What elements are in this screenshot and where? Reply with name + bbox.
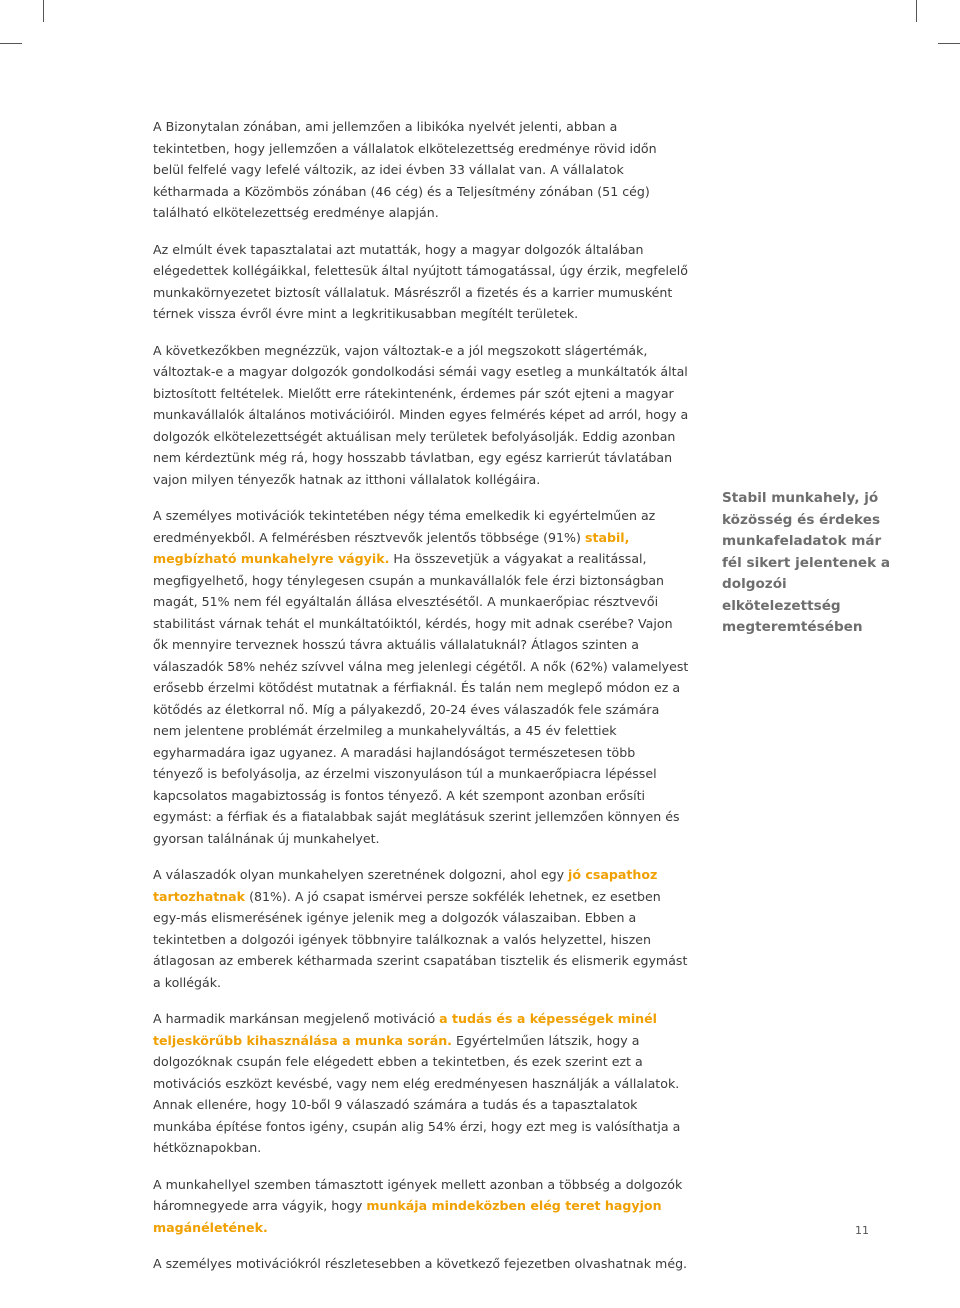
paragraph: A Bizonytalan zónában, ami jellemzően a libikóka nyelvét jelenti, abban a tekintetben, hogy jellemzően a vállalatok elkötelezettség eredménye rövid időn belül felfelé vagy lefelé változik, az idei évben 33 vállalat van. A vállalatok kétharmada a Közömbös zónában (46 cég) és a Teljesítmény zónában (51 cég) található elkötelezettség eredménye alapján.	[153, 119, 657, 220]
crop-mark	[938, 43, 960, 44]
paragraph: A személyes motivációkról részletesebben a következő fejezetben olvashatnak még.	[153, 1256, 688, 1271]
paragraph: A harmadik markánsan megjelenő motiváció a tudás és a képességek minél teljeskörűbb kihasználása a munka során. Egyértelműen látszik, hogy a dolgozóknak csupán fele elégedett ebben a tekintetben, és ezek szerint ezt a motivációs eszközt kevésbé, vagy nem elég eredményesen használják a vállalatok. Annak ellenére, hogy 10-ből 9 válaszadó számára a tudás és a tapasztalatok munkába építése fontos igény, csupán alig 54% érzi, hogy ezt meg is valósíthatja a hétköznapokban.	[153, 1011, 681, 1155]
highlight-text: jó csapathoz tartozhatnak	[153, 867, 658, 904]
page-number: 11	[855, 1224, 869, 1237]
paragraph: A munkahellyel szemben támasztott igények mellett azonban a többség a dolgozók háromnegyede arra vágyik, hogy munkája mindeközben elég teret hagyjon magánéletének.	[153, 1176, 683, 1235]
crop-mark	[43, 0, 44, 22]
paragraph: A válaszadók olyan munkahelyen szeretnének dolgozni, ahol egy jó csapathoz tartozhatnak (81%). A jó csapat ismérvei persze sokfélék lehetnek, ez esetben egy-más elismerésének igénye jelenik meg a dolgozók válaszaiban. Ebben a tekintetben a dolgozói igények többnyire találkoznak a valós helyzettel, hiszen átlagosan az emberek kétharmada szerint csapatában tisztelik és elismerik egymást a kollégák.	[153, 867, 688, 990]
paragraph: A személyes motivációk tekintetében négy téma emelkedik ki egyértelműen az eredményekből. A felmérésben résztvevők jelentős többsége (91%) stabil, megbízható munkahelyre vágyik. Ha összevetjük a vágyakat a realitással, megfigyelhető, hogy ténylegesen csupán a munkavállalók fele érzi biztonságban magát, 51% nem fél egyáltalán állása elvesztésétől. A munkaerőpiac résztvevői stabilitást várnak tehát el munkáltatóiktól, kérdés, hogy mit adnak cserébe? Vajon ők mennyire terveznek hosszú távra aktuális vállalatuknál? Átlagos szinten a válaszadók 58% nehéz szívvel válna meg jelenlegi cégétől. A nők (62%) valamelyest erősebb érzelmi kötődést mutatnak a férfiaknál. És talán nem meglepő módon ez a kötődés az életkorral nő. Míg a pályakezdő, 20-24 éves válaszadók fele számára nem jelentene problémát érzelmileg a munkahelyváltás, a 45 év felettiek egyharmadára igaz ugyanez. A maradási hajlandóságot természetesen több tényező is befolyásolja, az érzelmi viszonyuláson túl a munkaerőpiacra lépéssel kapcsolatos magabiztosság is fontos tényező. A két szempont azonban erősíti egymást: a férfiak és a fiatalabbak saját meglátásuk szerint jellemzően könnyen és gyorsan találnának új munkahelyet.	[153, 508, 689, 846]
body-text-column	[153, 116, 689, 1290]
paragraph: A következőkben megnézzük, vajon változtak-e a jól megszokott slágertémák, változtak-e a magyar dolgozók gondolkodási sémái vagy esetleg a munkáltatók által biztosított feltételek. Mielőtt erre rátekintenénk, érdemes pár szót ejteni a magyar munkavállalók általános motivációiról. Minden egyes felmérés képet ad arról, hogy a dolgozók elkötelezettségét aktuálisan mely területek befolyásolják. Eddig azonban nem kérdeztünk még rá, hogy hosszabb távlatban, egy egész karrierút távlatában vajon milyen tényezők hatnak az itthoni vállalatok kollégáira.	[153, 342, 689, 487]
sidenote-pull-quote: Stabil munkahely, jó közösség és érdekes munkafeladatok már fél sikert jelentenek a dolgozói elkötelezettség megteremtésében	[722, 490, 891, 635]
highlight-text: munkája mindeközben elég teret hagyjon magánéletének.	[153, 1198, 662, 1235]
highlight-text: a tudás és a képességek minél teljeskörűbb kihasználása a munka során.	[153, 1011, 657, 1048]
highlight-text: stabil, megbízható munkahelyre vágyik.	[153, 529, 630, 566]
crop-mark	[916, 0, 917, 22]
crop-mark	[0, 43, 22, 44]
paragraph: Az elmúlt évek tapasztalatai azt mutatták, hogy a magyar dolgozók általában elégedettek kollégáikkal, felettesük által nyújtott támogatással, úgy érzik, megfelelő munkakörnyezetet biztosít vállalatuk. Másrészről a fizetés és a karrier mumusként térnek vissza évről évre mint a legkritikusabban megítélt területek.	[153, 241, 688, 321]
